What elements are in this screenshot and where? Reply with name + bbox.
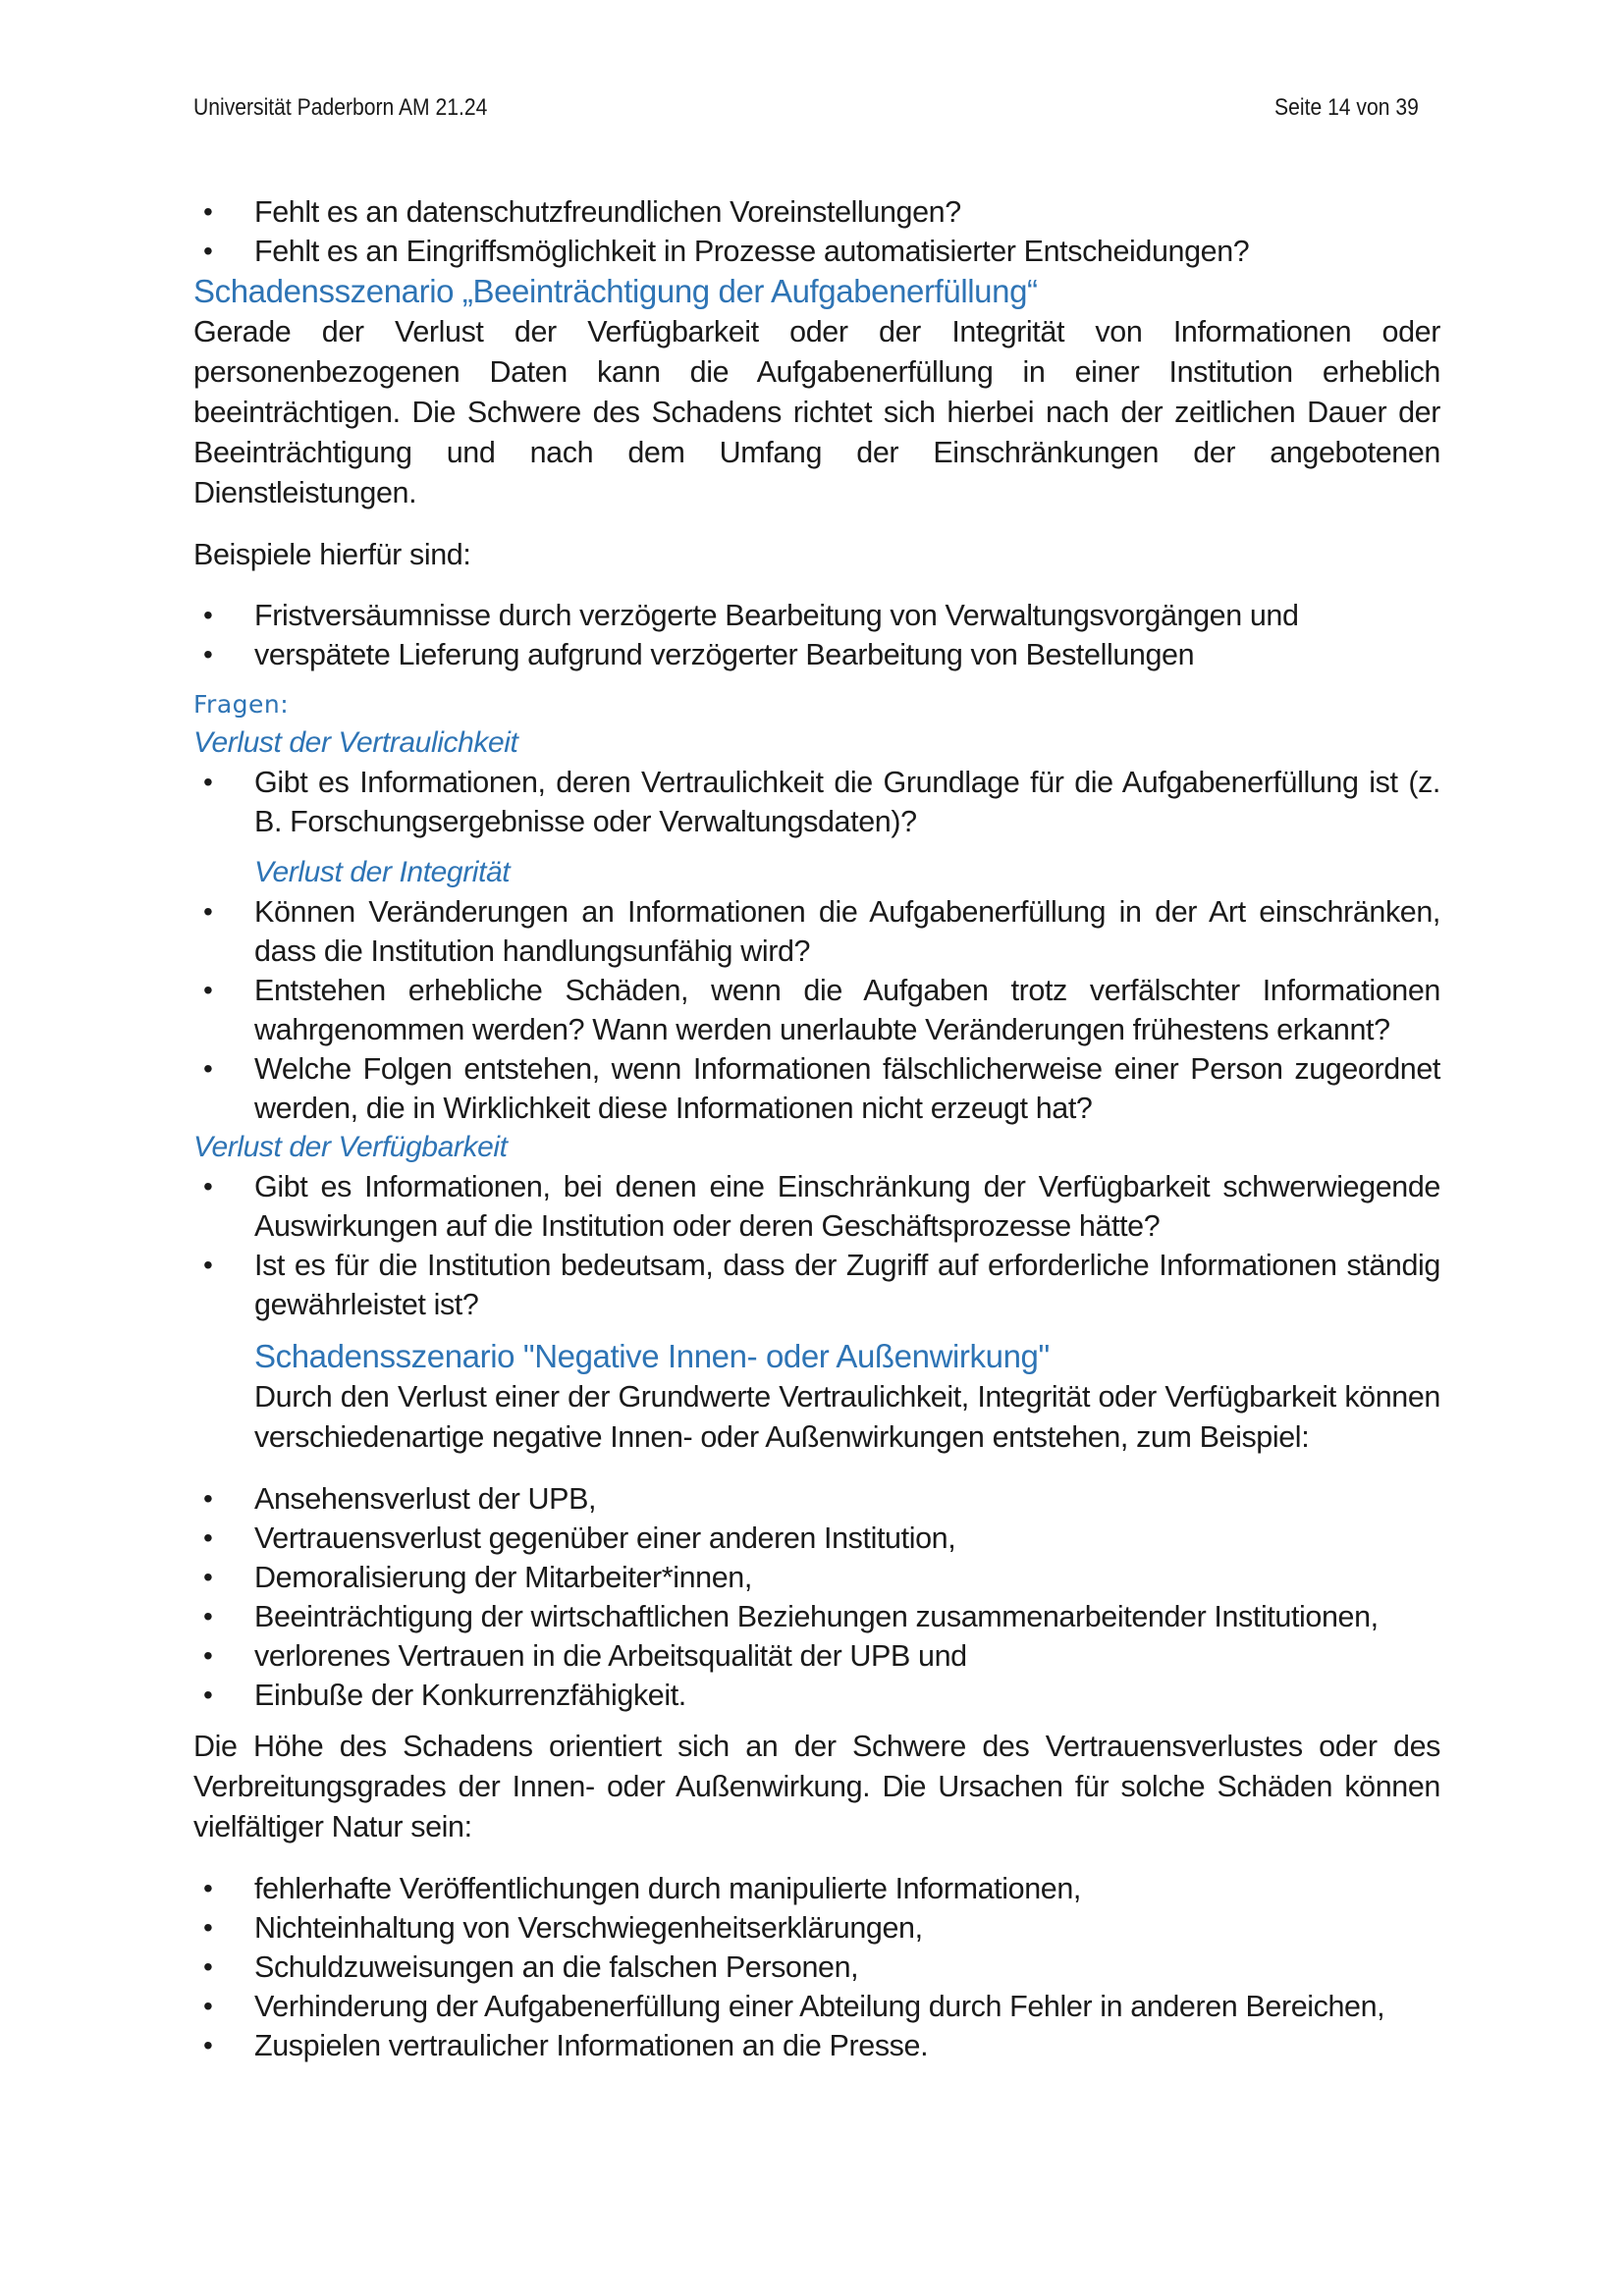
examples-list <box>193 596 1440 674</box>
scenario-heading-negative-impact: Schadensszenario "Negative Innen- oder Außenwirkung" <box>254 1338 1050 1374</box>
availability-heading: Verlust der Verfügbarkeit <box>193 1131 508 1163</box>
list-item: • Gibt es Informationen, bei denen eine Einschränkung der Verfügbarkeit schwerwiegende Auswirkungen auf die Institution oder deren Geschäftsprozesse hätte? <box>193 1167 1440 1246</box>
effects-list <box>193 1479 1440 1715</box>
list-item: • Schuldzuweisungen an die falschen Personen, <box>193 1948 1440 1987</box>
list-item: • Einbuße der Konkurrenzfähigkeit. <box>193 1676 1440 1715</box>
list-item: • Beeinträchtigung der wirtschaftlichen Beziehungen zusammenarbeitender Institutionen, <box>193 1597 1440 1636</box>
header-document-id: Universität Paderborn AM 21.24 <box>193 94 488 121</box>
integrity-questions <box>193 892 1440 1128</box>
list-item: • Gibt es Informationen, deren Vertraulichkeit die Grundlage für die Aufgabenerfüllung ist (z. B. Forschungsergebnisse oder Verwaltungsdaten)? <box>193 763 1440 841</box>
list-item: • verlorenes Vertrauen in die Arbeitsqualität der UPB und <box>193 1636 1440 1676</box>
list-item: • verspätete Lieferung aufgrund verzögerter Bearbeitung von Bestellungen <box>193 635 1440 674</box>
header-page-number: Seite 14 von 39 <box>1274 94 1419 121</box>
integrity-heading: Verlust der Integrität <box>254 856 511 888</box>
causes-list <box>193 1869 1440 2065</box>
confidentiality-questions <box>193 763 1440 841</box>
list-item: • Nichteinhaltung von Verschwiegenheitserklärungen, <box>193 1908 1440 1948</box>
damage-severity-text: Die Höhe des Schadens orientiert sich an der Schwere des Vertrauensverlustes oder des Verbreitungsgrades der Innen- oder Außenwirkung. Die Ursachen für solche Schäden können vielfältiger Natur sein: <box>193 1730 1440 1843</box>
list-item: • Können Veränderungen an Informationen die Aufgabenerfüllung in der Art einschränken, dass die Institution handlungsunfähig wird? <box>193 892 1440 971</box>
list-item: • Entstehen erhebliche Schäden, wenn die Aufgaben trotz verfälschter Informationen wahrgenommen werden? Wann werden unerlaubte Veränderungen frühestens erkannt? <box>193 971 1440 1049</box>
page-header <box>193 94 1419 122</box>
list-item: • Fehlt es an Eingriffsmöglichkeit in Prozesse automatisierter Entscheidungen? <box>193 232 1440 271</box>
top-question-list <box>193 192 1440 271</box>
list-item: • Zuspielen vertraulicher Informationen an die Presse. <box>193 2026 1440 2065</box>
availability-questions <box>193 1167 1440 1324</box>
list-item: • Welche Folgen entstehen, wenn Informationen fälschlicherweise einer Person zugeordnet werden, die in Wirklichkeit diese Informationen nicht erzeugt hat? <box>193 1049 1440 1128</box>
questions-label: Fragen: <box>193 690 290 719</box>
list-item: • fehlerhafte Veröffentlichungen durch manipulierte Informationen, <box>193 1869 1440 1908</box>
list-item: • Ansehensverlust der UPB, <box>193 1479 1440 1519</box>
scenario-description: Durch den Verlust einer der Grundwerte Vertraulichkeit, Integrität oder Verfügbarkeit können verschiedenartige negative Innen- oder Außenwirkungen entstehen, zum Beispiel: <box>254 1380 1440 1454</box>
list-item: • Fehlt es an datenschutzfreundlichen Voreinstellungen? <box>193 192 1440 232</box>
confidentiality-heading: Verlust der Vertraulichkeit <box>193 726 518 759</box>
examples-intro: Beispiele hierfür sind: <box>193 538 471 571</box>
scenario-heading-task-impairment: Schadensszenario „Beeinträchtigung der Aufgabenerfüllung“ <box>193 273 1038 309</box>
list-item: • Verhinderung der Aufgabenerfüllung einer Abteilung durch Fehler in anderen Bereichen, <box>193 1987 1440 2026</box>
list-item: • Fristversäumnisse durch verzögerte Bearbeitung von Verwaltungsvorgängen und <box>193 596 1440 635</box>
list-item: • Ist es für die Institution bedeutsam, dass der Zugriff auf erforderliche Informationen ständig gewährleistet ist? <box>193 1246 1440 1324</box>
page-content <box>193 192 1440 2065</box>
scenario-description: Gerade der Verlust der Verfügbarkeit oder der Integrität von Informationen oder personenbezogenen Daten kann die Aufgabenerfüllung in einer Institution erheblich beeinträchtigen. Die Schwere des Schadens richtet sich hierbei nach der zeitlichen Dauer der Beeinträchtigung und nach dem Umfang der Einschränkungen der angebotenen Dienstleistungen. <box>193 315 1440 509</box>
list-item: • Vertrauensverlust gegenüber einer anderen Institution, <box>193 1519 1440 1558</box>
list-item: • Demoralisierung der Mitarbeiter*innen, <box>193 1558 1440 1597</box>
